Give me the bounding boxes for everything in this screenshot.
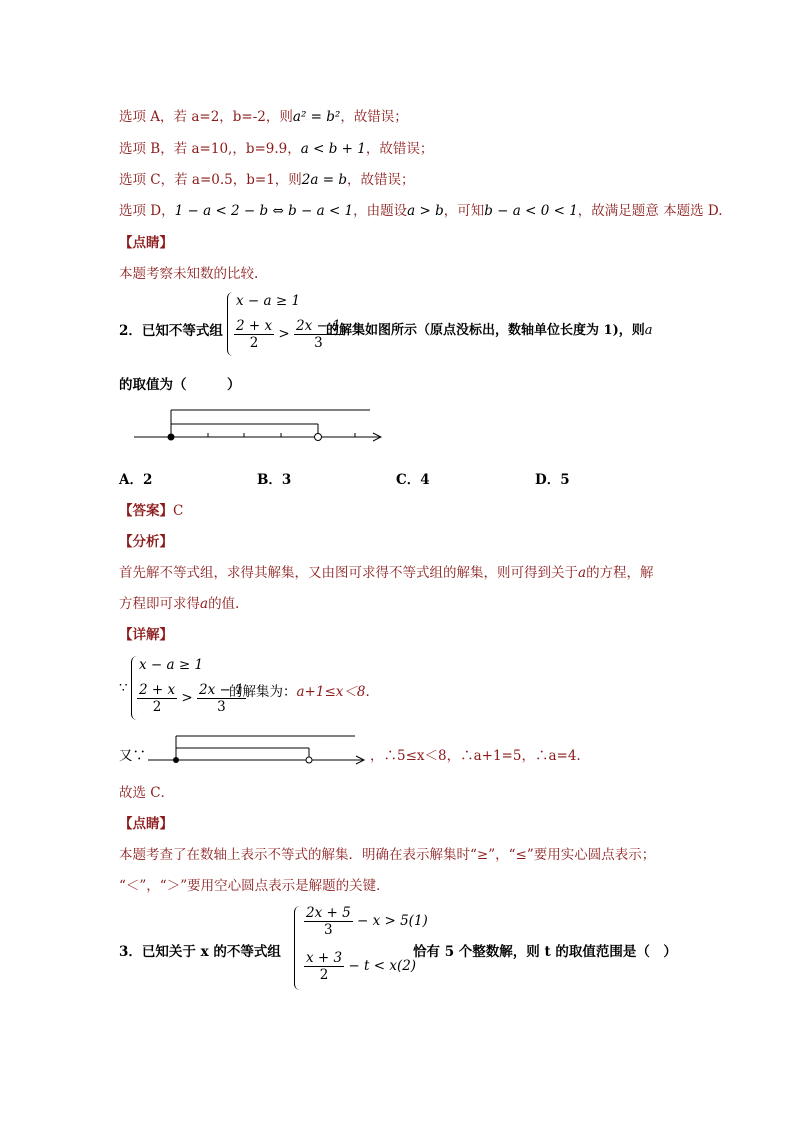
detail-frac1-den: 2	[152, 699, 162, 715]
comment-heading: 【点睛】	[119, 816, 173, 832]
option-d-mid1: ，由题设	[353, 203, 408, 219]
q2-number	[119, 319, 223, 339]
option-d-expr2: a > b	[407, 203, 444, 219]
option-d-text: 选项 D，	[119, 203, 175, 219]
option-b-text: 选项 B，若 a=10,，b=9.9，	[119, 141, 301, 157]
option-a: A．2	[119, 472, 153, 488]
q3-ineq2-tail: − t < x(2)	[348, 958, 417, 974]
q3-frac2-num: x + 3	[306, 950, 343, 966]
q2-frac2-den: 3	[314, 335, 323, 351]
q1-comment-heading: 【点睛】	[119, 235, 173, 251]
detail-solution: a+1≤x＜8.	[296, 684, 370, 700]
option-b: B．3	[257, 472, 292, 488]
detail-frac1-num: 2 + x	[139, 682, 176, 698]
analysis-line1	[119, 561, 654, 581]
comment-line1: 本题考查了在数轴上表示不等式的解集．明确在表示解集时“≥”，“≤”要用实心圆点表示；	[119, 847, 656, 863]
q2-stem-line2: 的取值为（ ）	[119, 377, 241, 393]
option-a-line	[119, 105, 408, 125]
option-c-expr: 2a = b	[301, 172, 347, 188]
detail-number-line	[148, 733, 378, 767]
q3-frac2-den: 2	[319, 967, 329, 983]
option-d-mid2: ，可知	[443, 203, 485, 219]
solid-dot-icon	[173, 757, 179, 763]
q2-ineq1: x − a ≥ 1	[236, 293, 301, 309]
q1-comment-text: 本题考察未知数的比较.	[119, 266, 259, 282]
q3-number: 3．	[119, 944, 142, 960]
analysis-var: a	[578, 565, 587, 581]
q3-stem-pre-text: 已知关于 x 的不等式组	[141, 944, 281, 960]
detail-frac2-num: 2x − 1	[199, 682, 244, 698]
analysis-heading: 【分析】	[119, 534, 173, 550]
answer-label: 【答案】	[119, 503, 173, 519]
q2-stem-post-text: 的解集如图所示（原点没标出，数轴单位长度为 1)，则	[326, 323, 645, 338]
q3-frac1	[304, 905, 353, 938]
q3-frac2	[304, 950, 344, 983]
q3-ineq2	[304, 950, 416, 983]
conclusion: 故选 C．	[119, 785, 175, 801]
answer-line	[119, 499, 183, 519]
detail-solution-line	[229, 680, 370, 700]
q3-ineq1	[304, 905, 428, 938]
option-d-post: ，故满足题意 本题选 D.	[577, 203, 723, 219]
analysis-line2-pre: 方程即可求得	[119, 596, 200, 612]
detail-solution-label: 的解集为：	[229, 684, 297, 700]
option-c-post: ，故错误；	[346, 172, 415, 188]
option-d: D．5	[535, 472, 570, 488]
analysis-line2	[119, 592, 239, 612]
analysis-line1-post: 的方程，解	[586, 565, 654, 581]
q2-frac1-num: 2 + x	[236, 318, 273, 334]
analysis-line1-pre: 首先解不等式组，求得其解集，又由图可求得不等式组的解集，则可得到关于	[119, 565, 578, 581]
option-a-post: ，故错误；	[340, 109, 408, 125]
analysis-line2-post: 的值.	[208, 596, 240, 612]
q3-frac1-den: 3	[324, 922, 333, 938]
q3-ineq1-tail: − x > 5(1)	[356, 913, 428, 929]
answer-value: C	[173, 503, 184, 519]
q3-stem-pre	[119, 940, 281, 960]
hollow-dot-icon	[306, 757, 312, 763]
detail-frac2-den: 3	[217, 699, 226, 715]
detail-gt: >	[181, 690, 193, 706]
option-b-line	[119, 137, 433, 157]
solid-dot-icon	[168, 434, 175, 441]
q2-brace	[227, 292, 234, 356]
detail-heading: 【详解】	[119, 627, 173, 643]
option-a-expr: a² = b²	[292, 109, 341, 125]
option-d-expr1: 1 − a < 2 − b ⇔ b − a < 1	[174, 203, 354, 219]
q2-frac1-den: 2	[249, 335, 259, 351]
q2-num: 2．	[119, 323, 142, 339]
option-c-line	[119, 168, 414, 188]
option-b-post: ，故错误；	[365, 141, 434, 157]
q3-stem-post: 恰有 5 个整数解，则 t 的取值范围是（ ）	[413, 944, 677, 960]
detail-tail: ，∴5≤x＜8，∴a+1=5，∴a=4.	[370, 748, 581, 764]
option-c-text: 选项 C，若 a=0.5，b=1，则	[119, 172, 302, 188]
hollow-dot-icon	[315, 434, 322, 441]
option-a-text: 选项 A，若 a=2，b=-2，则	[119, 109, 293, 125]
detail-ineq1: x − a ≥ 1	[139, 657, 204, 673]
option-d-expr3: b − a < 0 < 1	[484, 203, 578, 219]
q2-var-a: a	[644, 323, 653, 338]
comment-line2: “＜”，“＞”要用空心圆点表示是解题的关键．	[119, 878, 390, 894]
analysis-var-2: a	[200, 596, 209, 612]
option-b-expr: a < b + 1	[300, 141, 366, 157]
q2-frac2-num: 2x − 1	[296, 318, 341, 334]
detail-frac1	[137, 682, 177, 715]
q2-number-line	[130, 405, 390, 445]
also-symbol: 又∵	[119, 748, 146, 764]
q2-gt: >	[278, 326, 290, 342]
q2-stem-pre: 已知不等式组	[141, 323, 223, 339]
option-d-line	[119, 199, 723, 219]
q3-frac1-num: 2x + 5	[306, 905, 351, 921]
option-c: C．4	[396, 472, 430, 488]
because-symbol: ∵	[119, 680, 128, 696]
q2-frac1	[234, 318, 274, 351]
q3-brace	[294, 906, 301, 990]
q2-stem-post	[326, 319, 653, 338]
